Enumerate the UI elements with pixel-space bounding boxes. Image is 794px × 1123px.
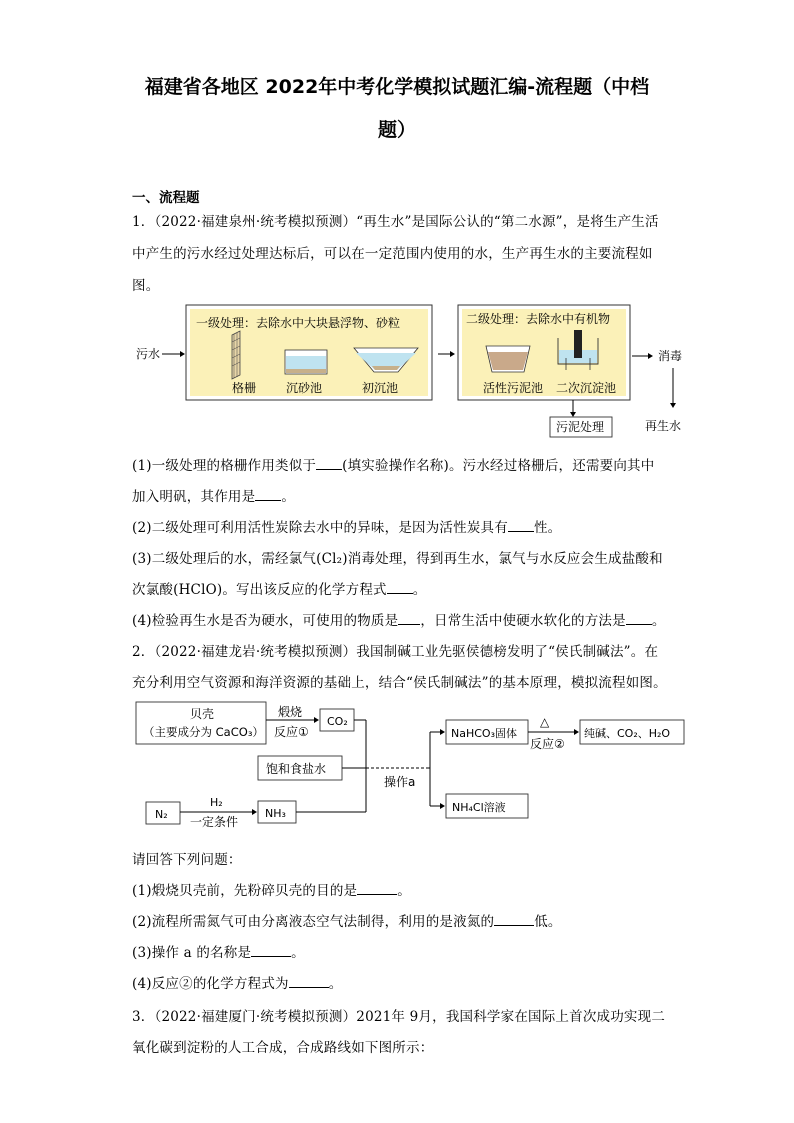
- q1-stage1-item-2: 沉砂池: [286, 381, 323, 395]
- q1-arrowhead-final: [670, 403, 676, 408]
- q2-shell-label: 贝壳: [190, 707, 215, 721]
- q1-part-2: (2)二级处理可利用活性炭除去水中的异味，是因为活性炭具有 性。: [132, 516, 561, 536]
- q1-disinfect-label: 消毒: [658, 349, 683, 363]
- answer-blank[interactable]: [255, 486, 281, 501]
- q2-part-2: (2)流程所需氮气可由分离液态空气法制得，利用的是液氮的 低。: [132, 910, 562, 930]
- q1-flow-diagram: [128, 300, 698, 442]
- q2-flow-diagram: [128, 698, 688, 830]
- q1-part-3-line-2: 次氯酸(HClO)。写出该反应的化学方程式 。: [132, 578, 426, 598]
- q2-part-4: (4)反应②的化学方程式为 。: [132, 972, 342, 992]
- answer-blank[interactable]: [626, 610, 652, 625]
- q2-nahco3-label: NaHCO₃固体: [451, 727, 517, 740]
- q2-shell-sub-label: （主要成分为 CaCO₃）: [143, 725, 264, 739]
- section-heading: 一、流程题: [132, 190, 200, 206]
- q1-arrowhead-in: [180, 351, 185, 357]
- q1-arrowhead-mid: [450, 351, 455, 357]
- q1-part-4: (4)检验再生水是否为硬水，可使用的物质是 ，日常生活中使硬水软化的方法是 。: [132, 609, 666, 629]
- q2-intro-line-2: 充分利用空气资源和海洋资源的基础上，结合“侯氏制碱法”的基本原理，模拟流程如图。: [132, 675, 667, 691]
- q2-nh4cl-label: NH₄Cl溶液: [452, 801, 506, 814]
- q1-sludge-label: 污泥处理: [556, 420, 605, 434]
- q1-part-3-line-1: (3)二级处理后的水，需经氯气(Cl₂)消毒处理，得到再生水，氯气与水反应会生成盐酸和: [132, 551, 663, 567]
- q2-brine-label: 饱和食盐水: [266, 762, 327, 776]
- q2-arrowhead-n2: [252, 809, 257, 815]
- q2-n2-label: N₂: [155, 808, 168, 821]
- q2-co2-label: CO₂: [327, 715, 348, 728]
- q1-intro-line-1: 1．（2022·福建泉州·统考模拟预测）“再生水”是国际公认的“第二水源”，是将生产生活: [132, 214, 659, 230]
- grit-tank-icon: [285, 350, 327, 374]
- q1-stage2-title: 二级处理：去除水中有机物: [466, 312, 611, 326]
- q2-arrowhead-heat: [574, 729, 579, 735]
- q2-arrowhead-calcine: [314, 717, 319, 723]
- q1-stage1-item-3: 初沉池: [362, 381, 399, 395]
- q1-part-1-line-2: 加入明矾，其作用是 。: [132, 485, 295, 505]
- q1-output-label: 再生水: [645, 419, 682, 433]
- grating-icon: [232, 331, 240, 379]
- answer-blank[interactable]: [316, 455, 342, 470]
- answer-blank[interactable]: [398, 610, 420, 625]
- q3-intro-line-1: 3．（2022·福建厦门·统考模拟预测）2021年 9月，我国科学家在国际上首次成功实现二: [132, 1009, 666, 1025]
- q2-calcine-label: 煅烧: [278, 705, 303, 719]
- q2-part-1: (1)煅烧贝壳前，先粉碎贝壳的目的是 。: [132, 879, 411, 899]
- q2-h2-label: H₂: [210, 796, 223, 809]
- q1-stage1-title: 一级处理：去除水中大块悬浮物、砂粒: [196, 316, 401, 330]
- answer-blank[interactable]: [387, 579, 413, 594]
- q2-operation-label: 操作a: [384, 775, 416, 789]
- q2-reaction1-label: 反应①: [274, 725, 309, 739]
- answer-blank[interactable]: [494, 911, 534, 926]
- q1-stage2-item-1: 活性污泥池: [483, 381, 544, 395]
- q2-intro-line-1: 2．（2022·福建龙岩·统考模拟预测）我国制碱工业先驱侯德榜发明了“侯氏制碱法”。在: [132, 644, 659, 660]
- q1-intro-line-3: 图。: [132, 278, 160, 294]
- q1-stage1-item-1: 格栅: [232, 381, 257, 395]
- q1-arrowhead-sludge: [570, 412, 576, 417]
- answer-blank[interactable]: [289, 973, 329, 988]
- title-line-1: 福建省各地区 2022年中考化学模拟试题汇编-流程题（中档: [144, 76, 650, 98]
- q2-arrowhead-nh4cl: [440, 803, 445, 809]
- q3-intro-line-2: 氧化碳到淀粉的人工合成，合成路线如下图所示：: [132, 1040, 434, 1056]
- q2-arrowhead-nahco3: [440, 729, 445, 735]
- answer-blank[interactable]: [251, 942, 291, 957]
- q1-input-label: 污水: [136, 347, 161, 361]
- q2-delta-label: △: [540, 715, 550, 729]
- activated-sludge-tank-icon: [486, 346, 530, 372]
- title-line-2: 题）: [377, 119, 416, 141]
- document-title: [100, 66, 694, 152]
- answer-blank[interactable]: [357, 880, 397, 895]
- q2-nh3-label: NH₃: [265, 807, 286, 820]
- q1-intro-line-2: 中产生的污水经过处理达标后，可以在一定范围内使用的水，生产再生水的主要流程如: [132, 246, 653, 262]
- q2-product-label: 纯碱、CO₂、H₂O: [584, 727, 671, 740]
- q1-part-1-line-1: (1)一级处理的格栅作用类似于 (填实验操作名称)。污水经过格栅后，还需要向其中: [132, 454, 654, 474]
- q2-condition-label: 一定条件: [190, 815, 239, 829]
- q2-part-3: (3)操作 a 的名称是 。: [132, 941, 305, 961]
- q1-arrowhead-out: [648, 353, 653, 359]
- q2-reaction2-label: 反应②: [530, 737, 565, 751]
- answer-blank[interactable]: [508, 517, 534, 532]
- q2-prompt: 请回答下列问题：: [132, 852, 242, 868]
- q1-stage2-item-2: 二次沉淀池: [556, 381, 617, 395]
